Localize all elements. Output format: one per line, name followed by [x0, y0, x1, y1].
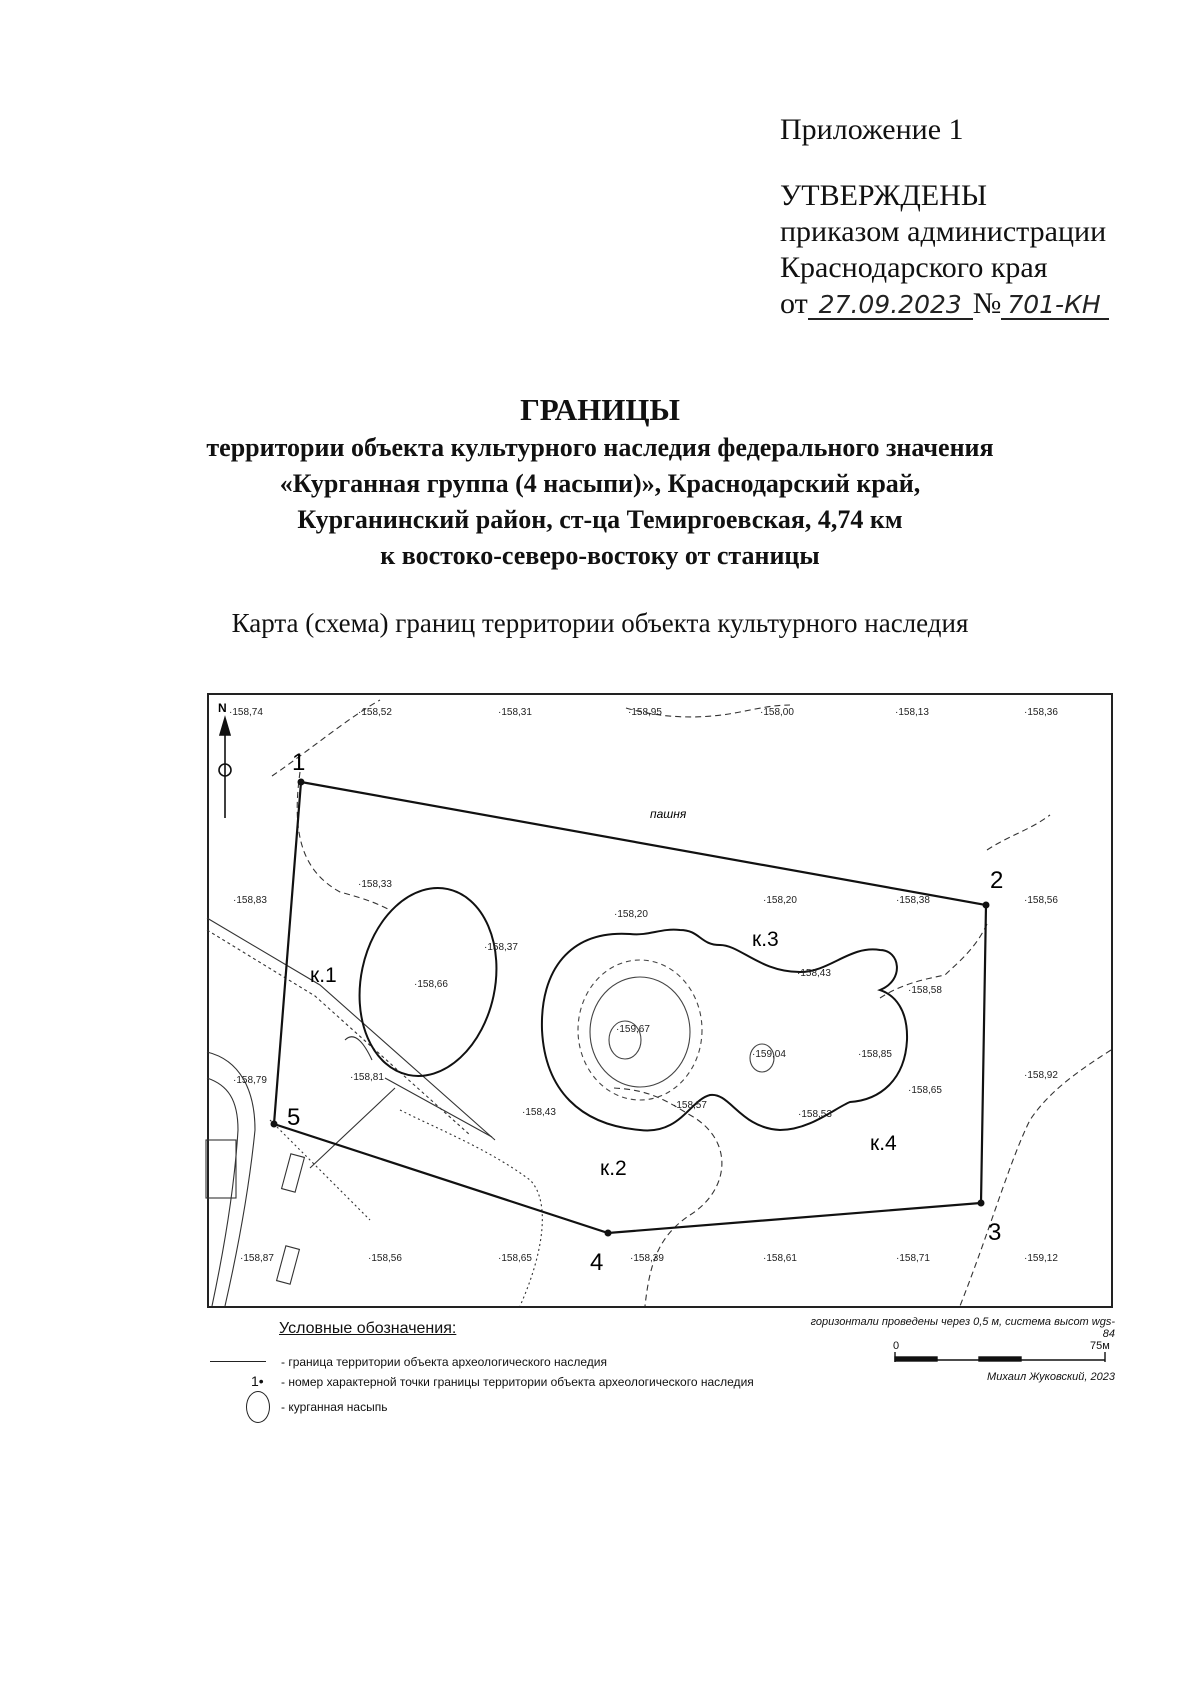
road-lines — [207, 918, 495, 1306]
point-numbers — [287, 749, 1003, 1276]
road-edge — [310, 1088, 395, 1168]
by-order-label: приказом администрации — [780, 215, 1107, 248]
scale-note: горизонтали проведены через 0,5 м, система высот wgs-84 — [810, 1316, 1115, 1340]
title-line-3: Курганинский район, ст-ца Темиргоевская, 4,74 км — [297, 505, 903, 534]
map-caption: Карта (схема) границ территории объекта культурного наследия — [231, 608, 969, 638]
elevation-mark: ·158,61 — [763, 1253, 797, 1264]
boundary-points — [271, 779, 990, 1237]
boundary-point-2 — [983, 902, 990, 909]
handwritten-date: 27.09.2023 — [808, 292, 973, 320]
contour-line — [400, 1110, 542, 1306]
approved-label: УТВЕРЖДЕНЫ — [780, 179, 988, 212]
north-label: N — [218, 701, 227, 715]
elevation-mark: ·158,20 — [614, 909, 648, 920]
road-edge — [207, 1078, 238, 1306]
elevation-mark: ·158,33 — [358, 879, 392, 890]
legend-point-text: - номер характерной точки границы территории объекта археологического наследия — [281, 1375, 754, 1389]
elevation-mark: ·158,95 — [628, 707, 662, 718]
title-line-2: «Курганная группа (4 насыпи)», Краснодарский край, — [279, 469, 921, 498]
elevation-mark: ·158,65 — [908, 1085, 942, 1096]
elevation-mark: ·159,67 — [616, 1024, 650, 1035]
elevation-mark: ·158,83 — [233, 895, 267, 906]
point-number-4: 4 — [590, 1249, 604, 1276]
legend-mound-text: - курганная насыпь — [281, 1400, 388, 1414]
legend-mound-icon — [246, 1391, 270, 1423]
elevation-mark: ·158,36 — [1024, 707, 1058, 718]
title-line-4: к востоко-северо-востоку от станицы — [380, 541, 820, 570]
handwritten-number: 701-КН — [1001, 292, 1109, 320]
point-number-3: 3 — [988, 1219, 1002, 1246]
contour-line — [270, 1120, 370, 1220]
elevation-mark: ·159,12 — [1024, 1253, 1058, 1264]
elevation-mark: ·158,20 — [763, 895, 797, 906]
map-author: Михаил Жуковский, 2023 — [987, 1371, 1115, 1383]
elevation-mark: ·159,04 — [752, 1049, 786, 1060]
boundary-line — [274, 782, 986, 1233]
legend-point-marker: 1• — [251, 1373, 264, 1389]
elevation-mark: ·158,74 — [229, 707, 263, 718]
elevation-mark: ·158,39 — [630, 1253, 664, 1264]
boundary-point-5 — [271, 1121, 278, 1128]
road-edge — [207, 1052, 255, 1306]
elevation-mark: ·158,85 — [858, 1049, 892, 1060]
mound-2-3-4 — [542, 930, 907, 1131]
elevation-mark: ·158,00 — [760, 707, 794, 718]
mound-label-2: к.2 — [600, 1157, 627, 1180]
building — [282, 1154, 305, 1192]
scale-zero: 0 — [893, 1340, 900, 1352]
elevation-mark: ·158,87 — [240, 1253, 274, 1264]
elevation-mark: ·158,57 — [673, 1100, 707, 1111]
point-number-2: 2 — [990, 867, 1004, 894]
elevation-mark: ·158,31 — [498, 707, 532, 718]
field-label: пашня — [650, 807, 687, 821]
title-heading: ГРАНИЦЫ — [520, 392, 680, 427]
elevation-mark: ·158,58 — [908, 985, 942, 996]
elevation-mark: ·158,53 — [798, 1109, 832, 1120]
elevation-mark: ·158,66 — [414, 979, 448, 990]
point-number-5: 5 — [287, 1104, 301, 1131]
elevation-mark: ·158,56 — [1024, 895, 1058, 906]
boundary-point-4 — [605, 1230, 612, 1237]
mound-inner-contours — [578, 960, 774, 1100]
elevation-mark: ·158,43 — [797, 968, 831, 979]
elevation-mark: ·158,92 — [1024, 1070, 1058, 1081]
road-edge — [385, 1078, 492, 1137]
legend-boundary-text: - граница территории объекта археологического наследия — [281, 1355, 607, 1369]
mound-label-1: к.1 — [310, 964, 337, 987]
road-edge — [207, 930, 470, 1135]
date-prefix: от — [780, 287, 808, 320]
legend-boundary-line — [210, 1361, 266, 1362]
elevation-mark: ·158,56 — [368, 1253, 402, 1264]
boundary-point-1 — [298, 779, 305, 786]
elevation-mark: ·158,13 — [895, 707, 929, 718]
scale-bar — [895, 1352, 1105, 1362]
elevation-mark: ·158,37 — [484, 942, 518, 953]
building — [206, 1140, 236, 1198]
building — [277, 1246, 300, 1284]
elevation-mark: ·158,38 — [896, 895, 930, 906]
elevation-mark: ·158,79 — [233, 1075, 267, 1086]
north-arrow-icon — [219, 718, 231, 818]
mound-label-3: к.3 — [752, 928, 779, 951]
boundary-point-3 — [978, 1200, 985, 1207]
elevation-mark: ·158,65 — [498, 1253, 532, 1264]
title-line-1: территории объекта культурного наследия федерального значения — [206, 433, 994, 462]
elevation-mark: ·158,81 — [350, 1072, 384, 1083]
elevation-mark: ·158,52 — [358, 707, 392, 718]
appendix-label: Приложение 1 — [780, 113, 964, 146]
number-prefix: № — [972, 287, 1002, 320]
contour-line — [987, 815, 1050, 850]
legend-title: Условные обозначения: — [279, 1320, 457, 1337]
point-number-1: 1 — [292, 749, 306, 776]
scale-max: 75м — [1090, 1340, 1110, 1352]
contour-line — [614, 1088, 722, 1306]
elevation-mark: ·158,43 — [522, 1107, 556, 1118]
mound-label-4: к.4 — [870, 1132, 897, 1155]
region-label: Краснодарского края — [780, 251, 1048, 284]
elevation-mark: ·158,71 — [896, 1253, 930, 1264]
